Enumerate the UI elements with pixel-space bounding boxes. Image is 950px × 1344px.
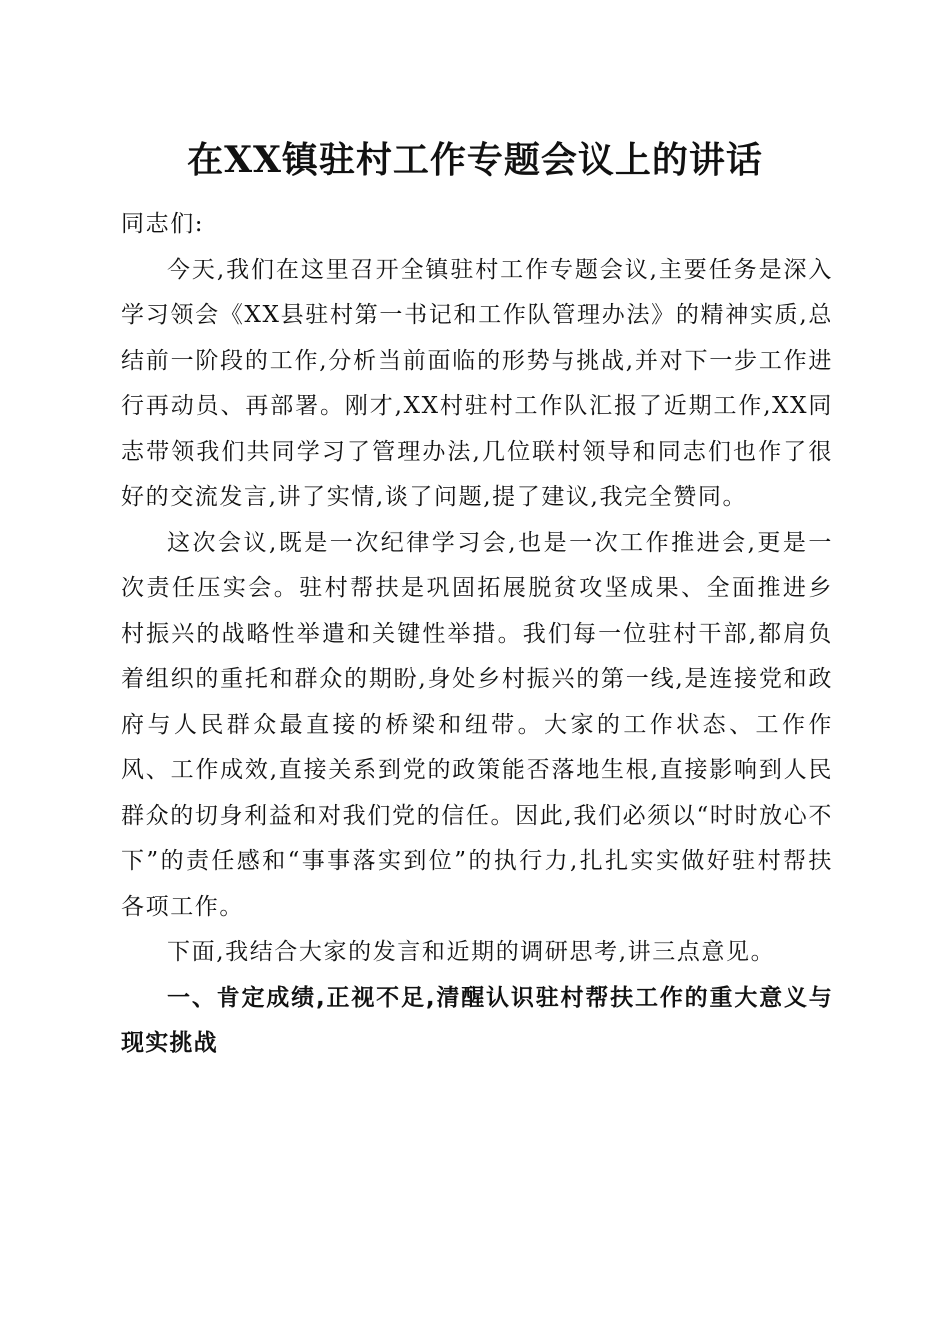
document-title: 在XX镇驻村工作专题会议上的讲话 bbox=[187, 139, 763, 181]
paragraph-2: 这次会议,既是一次纪律学习会,也是一次工作推进会,更是一次责任压实会。驻村帮扶是巩固拓展脱贫攻坚成果、全面推进乡村振兴的战略性举遣和关键性举措。我们每一位驻村干部,都肩负着组织的重托和群众的期盼,身处乡村振兴的第一线,是连接党和政府与人民群众最直接的桥梁和纽带。大家的工作状态、工作作风、工作成效,直接关系到党的政策能否落地生根,直接影响到人民群众的切身利益和对我们党的信任。因此,我们必须以“时时放心不下”的责任感和“事事落实到位”的执行力,扎扎实实做好驻村帮扶各项工作。 bbox=[121, 529, 833, 920]
section-heading-1: 一、肯定成绩,正视不足,清醒认识驻村帮扶工作的重大意义与现实挑战 bbox=[121, 984, 833, 1056]
salutation: 同志们: bbox=[121, 211, 205, 237]
paragraph-1: 今天,我们在这里召开全镇驻村工作专题会议,主要任务是深入学习领会《XX县驻村第一书记和工作队管理办法》的精神实质,总结前一阶段的工作,分析当前面临的形势与挑战,并对下一步工作进行再动员、再部署。刚才,XX村驻村工作队汇报了近期工作,XX同志带领我们共同学习了管理办法,几位联村领导和同志们也作了很好的交流发言,讲了实情,谈了问题,提了建议,我完全赞同。 bbox=[121, 256, 833, 510]
document-body bbox=[121, 202, 833, 1067]
paragraph-3: 下面,我结合大家的发言和近期的调研思考,讲三点意见。 bbox=[167, 939, 776, 965]
